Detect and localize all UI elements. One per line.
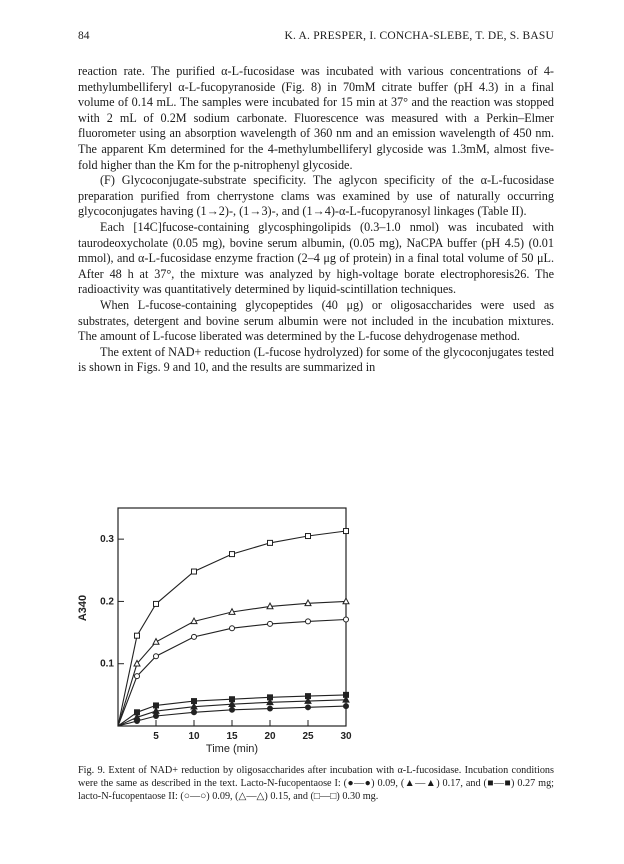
body-text (78, 64, 554, 376)
page-number: 84 (78, 30, 90, 42)
data-point-open-triangle (153, 639, 159, 645)
data-point-open-circle (344, 617, 349, 622)
data-point-open-square (306, 534, 311, 539)
data-point-filled-circle (230, 707, 235, 712)
data-point-open-circle (306, 619, 311, 624)
data-point-filled-circle (306, 705, 311, 710)
paragraph-1: reaction rate. The purified α-L-fucosidase was incubated with various concentrations of 4-methylumbelliferyl α-L-fucopyranoside (Fig. 8) in 70mM citrate buffer (pH 4.3) in a final volume of 0.14 mL. The samples were incubated for 15 min at 37° and the reaction was stopped with 2 mL of 0.2M sodium carbonate. Fluorescence was measured with a Perkin–Elmer fluorometer using an absorption wavelength of 360 nm and an emission wavelength of 450 nm. The apparent Km determined for the 4-methylumbelliferyl glycoside was 1.3mM, almost five-fold higher than the Km for the p-nitrophenyl glycoside. (78, 64, 554, 172)
data-point-open-square (135, 633, 140, 638)
data-point-filled-circle (344, 704, 349, 709)
x-tick-label: 15 (226, 731, 238, 742)
data-point-open-triangle (343, 598, 349, 604)
paragraph-5: The extent of NAD+ reduction (L-fucose hydrolyzed) for some of the glycoconjugates tested is shown in Figs. 9 and 10, and the results are summarized in (78, 344, 554, 375)
data-point-open-square (154, 601, 159, 606)
data-point-open-square (268, 540, 273, 545)
data-point-open-circle (135, 674, 140, 679)
data-point-open-circle (154, 654, 159, 659)
y-tick-label: 0.2 (100, 596, 114, 608)
running-header (78, 30, 554, 48)
nad-reduction-chart (78, 500, 554, 760)
y-tick-label: 0.1 (100, 658, 114, 670)
data-point-filled-circle (268, 706, 273, 711)
data-point-open-square (344, 529, 349, 534)
caption-text: Fig. 9. Extent of NAD+ reduction by oligosaccharides after incubation with α-L-fucosidase. Incubation conditions were the same as described in the text. Lacto-N-fucopentaose I: (●—●) 0.09, (▲—▲) 0.17, and (■—■) 0.27 mg; lacto-N-fucopentaose II: (○—○) 0.09, (△—△) 0.15, and (□—□) 0.30 mg. (78, 765, 554, 803)
data-point-open-circle (230, 626, 235, 631)
x-tick-label: 10 (188, 731, 200, 742)
x-tick-label: 25 (302, 731, 314, 742)
paragraph-3: Each [14C]fucose-containing glycosphingolipids (0.3–1.0 nmol) was incubated with taurodeoxycholate (0.05 mg), bovine serum albumin, (0.05 mg), NaCPA buffer (pH 4.5) (0.01 mmol), and α-L-fucosidase enzyme fraction (2–4 μg of protein) in a final total volume of 50 μL. After 48 h at 37°, the mixture was analyzed by high-voltage borate electrophoresis26. The radioactivity was quantitatively determined by liquid-scintillation techniques. (78, 219, 554, 297)
data-point-open-square (192, 569, 197, 574)
y-axis-label: A340 (78, 594, 89, 622)
x-tick-label: 20 (264, 731, 276, 742)
y-tick-label: 0.3 (100, 534, 114, 546)
paragraph-4: When L-fucose-containing glycopeptides (40 μg) or oligosaccharides were used as substrates, detergent and bovine serum albumin were not included in the incubation mixtures. The amount of L-fucose liberated was determined by the L-fucose dehydrogenase method. (78, 297, 554, 344)
plot-frame (118, 508, 346, 726)
figure-9 (78, 500, 554, 760)
x-tick-label: 30 (340, 731, 352, 742)
x-axis-label: Time (min) (205, 743, 259, 755)
data-point-open-square (230, 552, 235, 557)
running-head-authors: K. A. PRESPER, I. CONCHA-SLEBE, T. DE, S. BASU (284, 30, 554, 42)
data-point-filled-circle (154, 714, 159, 719)
x-tick-label: 5 (153, 731, 159, 742)
data-point-filled-circle (192, 710, 197, 715)
figure-caption (78, 764, 554, 804)
data-point-filled-circle (135, 719, 140, 724)
paragraph-2: (F) Glycoconjugate-substrate specificity. The aglycon specificity of the α-L-fucosidase preparation purified from cherrystone clams was examined by use of naturally occurring glycoconjugates having (1→2)-, (1→3)-, and (1→4)-α-L-fucopyranosyl linkages (Table II). (78, 173, 554, 219)
data-point-open-circle (268, 621, 273, 626)
data-point-open-circle (192, 634, 197, 639)
